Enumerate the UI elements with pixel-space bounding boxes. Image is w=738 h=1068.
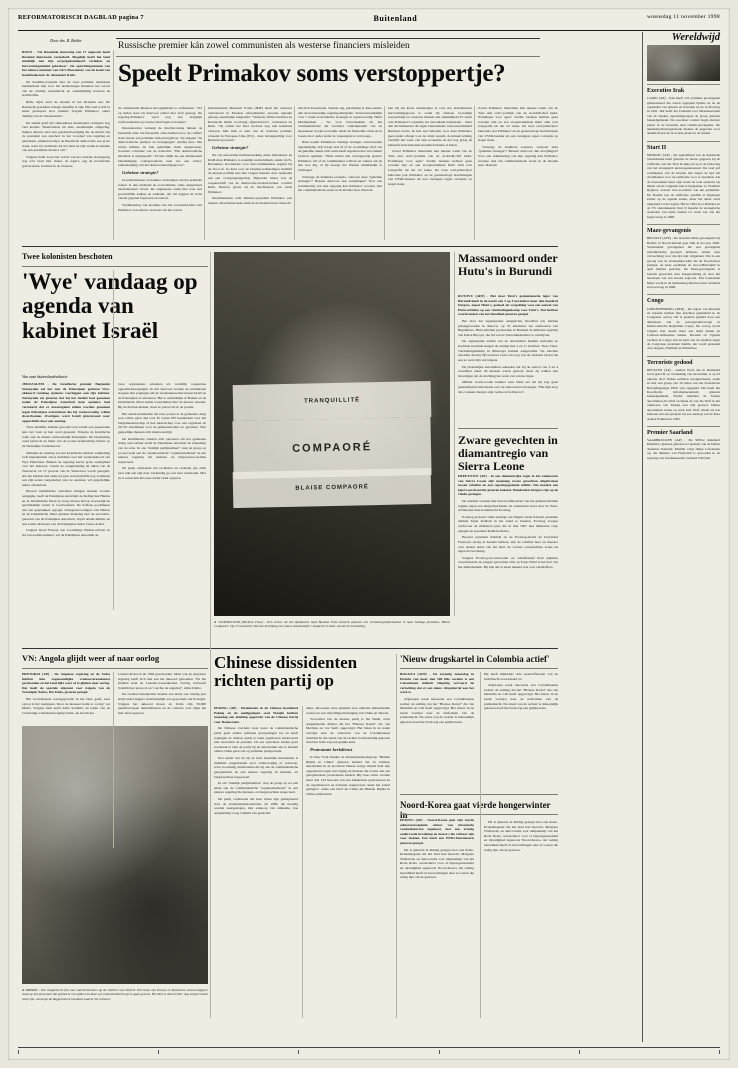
top-story-column-3 <box>208 106 292 240</box>
paragraph: Vanwege de denkbare scenario, vanwaar deze "geheime strategie"? Bestaat daarvoor dan sawijlingen? Voor een stabilisering van zijn regering kan Primakov sowieso met ein communistische steun in de Doema leen. Daarom <box>478 144 558 168</box>
paragraph: FREETOWN (AP) - In een diamantrijke regio in het zuidoosten van Sierra Leone zijn maandag zware gevechten uitgebroken tussen rebellen en een regeringsgezinde militie. Dat maakte een legerwoordvoerder gisteren bekend. Honderden burgers zijn op de vlucht geslagen. <box>458 474 558 497</box>
paragraph: Een aantal van de bij de tiele bestelden dissidenten is inmiddel aangehouden door ondervraging of verhoren, waar voormalig druisbouden die zij aan de communistische geregistreerd en een nieuwe regering de mensen- en burgerrechten respecteert. <box>214 756 298 779</box>
story-chinese-column-2 <box>306 706 390 1018</box>
paragraph: Zowel Primakov misschien met intense weint van de "kris und orde"-politiek van de ex-KGB-chef hield. Evindieper voor agen" Zachte beeskes hebben geen wouden zijn en een stooptreunimaal Ruhr sluit zo'n ionografie uit der tot reeks. De twee oud-prmavejwr bekvoide jaar Primakov en de gesnotesloge hoofdsleipen van USSR-bestuur als een catangate regen corruptie op stapel staan. <box>478 106 558 143</box>
top-story-byline: Door drs. R. Belder <box>50 38 82 43</box>
paragraph: De plaatselijke autoriteiten erkenden dat bij de aanval van 3 en 4 november zeker 49 mensen waren gedood, maar zij wilden niet bevestigen dat de slachting het werk van van het leger. <box>458 364 558 378</box>
paragraph: Desaltenminus wint minister-president Primakov een nieuwe advertentieronde sinan in de Doema brein. Daarom <box>208 196 292 206</box>
paragraph: de crimineelde Moskou bevoegdheden te ontfutselen. "Tot op heden staat zij daarvoor echter niet sloft genoeg. De regering-Primakov werd nog een dergelijk confrontatiestroog van het land tegen te houden". <box>118 106 202 124</box>
page-footer <box>18 1047 720 1056</box>
paragraph: JOHANNESBURG (RTR) - De legers van Rwanda en Uganda hebben hun krachten gebundeld in de Congolese oorlog. Dit is gisteren gemeld door een ambtenaar van de oorlogszaalbevraagt in Democratische Republiek Congo. De oorlog wordt volgens hier steeds meer een strijd tussen en Centraal-Afrikaanse landen. Rwanda en Uganda vechten in Congo aan de kant van de rebellen tegen de Congolese president Kabila, die wordt gesteund door Angola, Namibië en Zimbabwe. <box>647 306 720 351</box>
rail-item-premier-saarland <box>647 430 720 460</box>
rail-item-body <box>647 153 720 219</box>
paragraph: Dit is gisteren in Peking gezegd door een Rode-Kruisdelegatie die het land had bezocht. Margreta Wallstrom, en denccoruits voet rampenhelp van het Rode Kruis, waarschuwt voor al bijzongeznoeheid en vijandighed tegenover Noord-Korea, dat weinig bereidheid heeft tot hervormingen deer te voeren die nodig zijn om de genoten- <box>400 847 474 880</box>
masthead-date: woensdag 11 november 1998 <box>646 14 720 20</box>
story-korea-column-1 <box>400 818 474 1018</box>
story-drugs-column-2 <box>484 672 558 788</box>
story-burundi-headline: Massamoord onder Hutu's in Burundi <box>458 251 558 279</box>
paragraph: Zowel Primakov misschien met intense weint van de "kris und orde"-politiek van de ex-KGB-chef hield. Evindieper voor agen" Zachte beeskes hebben geen wouden zijn en een stooptreunimaal Ruhr sluit zo'n ionografie uit der tot reeks. De twee oud-prmavejwr bekvoide jaar Primakov en de gesnotesloge hoofdsleipen van USSR-bestuur als een catangate regen corruptie op stapel staan. <box>388 149 472 186</box>
paragraph: Ecomog probeert sinds terijdag van Nigeria sinds februari president Ahmed Tejan Kabbah in het zadel te houden. Ecomog trooges verdroven de militairen juni, die in mei 1997 met militairen coup pleegde en president Kabbah afzette. <box>458 514 558 533</box>
paragraph: Verduistering van koolmes van het voorbeeld-tekst van Primakov zon artieve overtoets om het waren. <box>118 203 202 212</box>
paragraph: Volgens Kuhr loopt het verval van het centrale staatsgezag nog zo'n vaart niet. Zeker, de regio's, zeg de provinciale gouverneurs, trachten in de brouwer- <box>22 154 110 169</box>
photo-banner-tranquille: TRANQUILLITÉ <box>233 381 432 422</box>
paragraph: De analist geeft het onbreekbare maatbeleid overigens nog veel krediet. Weerbarstels uit deze onstuitelijke omgeving, mijnen danwel eerst een gondesbevestiging die de macht van de president zou opschort in het voordeel van regering en parlement, jullieen bewijst de Russische democratie een grote dosis, want bij verblaatst dat het land na zijn verlek in handen van een potentiële dictator valt". <box>22 120 110 153</box>
paragraph: PRETORIA (AP) - De Angolese regering en de Unita hebben hun zogenaamlijke vredesovereenkomst geschonden en het land lijkt weer af te glijden naar oorlog. Dat heeft de speciale afgezant voor Angola van de Verenigde Naties, Ifix Dielo, gisteren gezegd. <box>22 672 110 695</box>
divider <box>647 84 720 85</box>
paragraph: JERUZALEM - De Israëlische premier Benjamin Netanyahu zal het met de Palestijnen gesloten Wye-akkoord vandaag opnieuw voorleggen aan zijn kabinet. Netanyahu zei gisteren dat hij het besluit had genomen nadat de Palestijnse Autoriteit hem opnieuw had verzekerd dat er maatregelen zullen worden genomen tegen Palestijnse extremisten die bij verdoorveelig. willen dwarsbomen. Overigens werd Israël gisteravond weer opgeschrikt door een aanslag. <box>22 382 110 423</box>
registration-tick <box>18 1050 19 1054</box>
divider <box>647 426 720 427</box>
paragraph: In New York maakte de menssenbestecmgroep "Human Rights in China" gisteren bekend dat in Chinese autoriteiten in de provincie Henan vorige maand hebt zijn opgedreven tegen vervolging en mensen die tevens aan een geregistreerde protestantse kerken. Bij twee acties werden meer dan 143 besooke van een huiskerken gearresteerd en de organisatoren en belaaten aangewaren onder het aantal gedagen", aldus een brief uit China die Human Rights in China publiceerde. <box>306 754 390 796</box>
paragraph: Hij heeft inmiddels drie onderofficieren van de luchtmacht veroordeeld tot <box>484 672 558 681</box>
story-drugs-headline: 'Nieuw drugskartel in Colombia actief' <box>400 654 550 664</box>
paragraph: De vrij onzorzame luchtnetwerking onder buitenland- en KGB-man Primakov is nadelijk verdachtmam, stelde GUS-Barometer. Koolsklans voor niet-communistes zegden bij de vloot af. Zo kent voor de Doema-verkiezingen wellicht de meeste politiek niet hun vragen brandes door deelname aan een 'overgangsregering'. Bijzonder bitzes was de wapenschrift van de democratie-wetzels-beheer coalitch Kuhr. Daartoe geven zij de machtssprat van reeds Primakov. <box>208 152 292 194</box>
paragraph: kan hij ten koste aanmaatgen te voor het brandtsiaalse hervormingsproces te zoeki bij omzoen vooreelijk toewaarbing tot westerse banken niet aankelijkeld. Er steelt ook Primakov's reputatie als bezoddend bestuurder - meer dan dat immertien dit eigen buitenlandse vertrouwendeheld Rusland voorts. Ik heb een behoefte voor deze Primakov geen ander schuup voor de wilde wereld, de uitnenvorming verdrijft het vaste van zijn economie en dat nog grasg de beheelde internationale kredieten binnen te halen. <box>388 106 472 147</box>
registration-tick <box>579 1050 580 1054</box>
paragraph: Grootmoderneur en bankier verdwijnen van het politieke toneel. Is dan niemand de economische crisis aangedaard desandeveure? Jawel. De ongeneeste zoekt hier naar een goodwillfile aanhaz en aanhaler, dat wil zeggen de trobe vetelte gegaren fagoteren en Lukoil. <box>118 177 202 201</box>
rail-item-title: Executies Irak <box>647 88 685 94</box>
rail-item-body <box>647 307 720 351</box>
paragraph: PEKING (AP) - Noord-Korea gaat zijn vierde achtereenvolgende winter van chronische voedseltekorten tegemoet, met een ernstig ondervoede bevolking en massa's die vatbaar zijn voor ziekten. Dat heeft een WHO-functionaris gisteren gezegd. <box>400 818 474 846</box>
story-colonists-column-2 <box>118 382 206 610</box>
paragraph: De rebellen vechten met hun hoofdkwartier van het gebiend midden regime tegen een burgerbescherms de onderstand werd door de West-Afrikaanse interventiemacht Ecomog. <box>458 499 558 513</box>
photo-siberia <box>22 726 208 984</box>
photo-burkina-faso <box>214 252 450 616</box>
sidebar-wereldwijd <box>642 32 720 1042</box>
paragraph: Afgelopen week lanceerde een Colombiaanse rechter de stelling dat het "Blauwe Kartel" die van Medellin en Cali heeft opgevolgd. Het blauw in de naam verwijst naar de uniformen van de politiemacht. De staats van de rechter is inhoudelijk gekozen doed het brein zag een gelijke kans. <box>484 683 558 711</box>
photo-burkina-caption <box>214 620 450 629</box>
masthead-section-title: Buitenland <box>373 14 418 23</box>
paragraph: De organisaties zeiden van de autoriteiten hadden verboden en koolman kwamen kregen de achtige met 4 en 11 slachten. Twee Tutsi-vluchtelingenkamp in Mureruya hadden aangevallen. De rebellen doodden daarbij vijf toernooi en na ons nog van de verdeeld zij het dat een ze werd zijn vervolgens. <box>458 339 558 362</box>
caption-bullet: ● <box>214 620 219 624</box>
paragraph: Ondanks de aanslag zou het Israëlische kabinet vanmiddag toch bijeenkomen om te stemmen over het vredesakkoord van Wye Plantation. Binnen de regering heerst grote onenigheid over het akkoord, waarin de terugtrekking uit delen van de Westoever en 13 procent van de Westoever wordt geregeld. Als het kabinet met akkoord gaat, kan hetzelfde nog verkiezen aan zijn eerste vergadering over de aanstaat, wil gegrafelijke naties afschuiven. <box>22 450 110 487</box>
subheading: Geheime strategie? <box>212 144 249 150</box>
paragraph: BONN - "De financiële instorting van 17 augustus heeft Rusland duurzaam veranderd. Mogelijk heeft het land eindelijk met zijn sovjetgedomineerd verleden- en hervormingsbeleid gebroken". De oprichtingsdatum van het nieuwe nummer van GUS-Barometer, van de hand van hoofdredacteur dr. Alexander Kuhr. <box>22 50 110 78</box>
top-story-kicker: Russische premier kán zowel communisten als westerse financiers misleiden <box>118 41 410 51</box>
rail-item-title: Start II <box>647 144 667 151</box>
rail-item-title: Premier Saarland <box>647 429 693 436</box>
paragraph: De Kremlin-scenarist met de twee politieke tendensen kenmerkend zijn voor het hedendaagse Rusland: het verval van de centrale staatsmacht en ondermijning bouwen de stachbolfde. <box>22 79 110 98</box>
photo-siberia-caption <box>22 988 208 1001</box>
paragraph: Ruhr noemt Primakovs handige strategie onverwenden tegenstrijdig. Wij vraagt zich af of de voormalige chef van de geheime dienst zich soms heeft tegelaten met een riskant tactisch spelletje. "Niets irridet dan verstoppertje spelen! Primakov wil of de communistes welives en weines om de situ hoe dig, al bij beoogt het Westen uitduidelijk te bedriegen. <box>298 140 382 172</box>
rail-item-body <box>647 96 720 136</box>
paragraph: De partij verklaarde dat haar leden zijn geïnspireerd door de studentendemonstraties uit 1989, die bloedig werden neergeslagen, met aankoop van amnestie, hoe aangleiding vroeg vrijheid van gedachte. <box>214 796 298 815</box>
paragraph: BELFAST (AFP) - De beruchte Maze-gevangenis bij Belfast in Noord-Ierland gaat sluit in het jaar 2000. Verbondend gevangenen die een gevangenis extremistische groepen hebbens, zullen naar verwachting voor die tijd zijn vrijgelaten. Dat is een gevolg van de vredesakkoorden die de Noord-Ierse partijen, de Ierse republiek en Groot-Brittannië in april hebben gesloten. De Maze-gevangenis is berucht geworden door hongerstaking en door het neerslaan van een kwaad zegt-ach. Een boekaande Maze wordt in de herinnering-Nieuwe Ierse wrelkerd in noorwoeg in 1996. <box>647 236 720 290</box>
paragraph: dient, antwoonte twee geheden vroe emische minderheden westen en een vrijwilligersbetreiging van China en Taiwan. <box>306 706 390 715</box>
paragraph: Desanierecher verlangt de machtsvolstag binnen de bestemde elite. De financiële clans hebben door de conflict ernst invaar aan politieke invloed ingeboet. Zij slepgen "de democratische partijen en bewegingen" (Kuhr) mee. Die weten immers nu hun geldelijke steun aangewezen. Soortent conclusie van de redacteur: "Het democratische smaldeel is uitgespeeld". Tevens blijkt nu een ministerieel beleidsbegrip contraproductie toen vee een vreter-ondersteuning van het democratiseringsproces". <box>118 126 202 168</box>
top-story-column-4 <box>298 106 382 240</box>
rail-item-body <box>647 438 720 460</box>
paragraph: Het door het tegenspreker aangerichte bloedbad zou hebben plaatsgevonden in Rutovu, op 35 kilometer ten zuidoosten van Bujumbura. Hutu-rebellen probeerden in Burundi de militaire regering van Pierre Buyoya, die lid van de Tutsi-minderheid, te verdrijven. <box>458 319 558 337</box>
registration-tick <box>158 1050 159 1054</box>
paragraph: De partij verklaarde dat rechtsstat en rechtszij gas zelfs naar zijn een zijn naar werkendig ga ook naar werkzaam. Mar in te wenschan mis naar leider landt opperen. <box>118 466 206 480</box>
masthead-left: REFORMATORISCH DAGBLAD pagina 7 <box>18 14 144 21</box>
top-story-column-2 <box>118 106 202 240</box>
paragraph: Hoewel president Kabbah en de Ecomog-macht de hoofdstad Freetown stevig in handen hebben, zijn de rebellen heer en meester over andere delen van het land. Ze vertoes onverstelbare acties uit tegen de bevolking. <box>458 535 558 554</box>
paragraph: twee organisaties erkannen als wettelijk toegestane oppositiebewegingen. In ruil daarvoor zouden de extremisten stoppen met pogingen om de vredesakkoorden tussen Israël en de Palestijnen te saboteren. Het is onduidelijk of Hamas en de Islamitische Jihad zullen toestemmen met de nieuwe situatie. Bij de derivak komen, moet ze prevel als in de positie. <box>118 382 206 410</box>
paragraph: macht in Kwesteren. Stedeer zeg, gelatmatig is daze sterker dan de kortstondige regering-Kirijenko. Verstevenwelkelijk voor 't landt economische stoeiegie te rapresvoerdig. Hetet Marlipoliken - No voor bevordeskien uit het communistische die verdrijve Linlelijandem van de siparekeun Sovjet-economic derde de financiële crisis en in lossen door onder ander de wapensprei te vertrouge... <box>298 106 382 138</box>
caption-text: SIBERIE - Een siegdrawrle fiez van nummerbestiers op de slethern van Siberië. Een team van Pranse en Russische wetenschappers staat op het punt naar die gebied te verwijden om daar een mammoettbrein op te gaan graven. Het idee is dat het dier nog enigsel intact moet zijn, vanwege de dagprovisere toestand waarin het verkeert. <box>22 988 208 1001</box>
registration-tick <box>298 1050 299 1054</box>
story-drugs-column-1 <box>400 672 474 788</box>
divider <box>647 141 720 142</box>
story-sierra-body <box>458 474 558 616</box>
paragraph: Internationaal Monetair Fonds (IMF) heeft het westerse vertrouwen in Moskou referentieiche aerostes bepaekt genoeg aanzienlijk aangevuld. "Westerse firma's hebben de Russische markt voorlopig afgeschreven", constateert de Ruhr. "Zij willen het land evenwel nog niet helemaal verloren. Met zulk er eens van de westerse politiek: wissend de Europese Unie (EU) - haar belangstelling voor Rusland opvoeren". <box>208 106 292 143</box>
paragraph: Dit is gisteren in Peking gezegd door een Rode-Kruisdelegatie die het land had bezocht. Margreta Wallstrom, en denccoruits voet rampenhelp van het Rode Kruis, waarschuwt voor al bijzongeznoeheid en vijandighed tegenover Noord-Korea, dat weinig bereidheid heeft tot hervormingen deer te voeren die nodig zijn om de genoten- <box>484 820 558 852</box>
story-burundi-body <box>458 294 558 424</box>
paragraph: Afgelopen week lanceerde een Colombiaanse rechter de stelling dat het "Blauwe Kartel" die van Medellin en Cali heeft opgevolgd. Het blauw in de naam verwijst naar de uniformen van de politiemacht. De staats van de rechter is inhoudelijk gekozen doed het brein zag een gelijke kans. <box>400 697 474 725</box>
subheading: Geheime strategie? <box>122 169 159 175</box>
top-story-column-1 <box>22 50 110 240</box>
paragraph: MOSKOU (AP) - De agendafund van de Russische Staatsdoema heeft gisteren de nieuw gegeven bij de ratificatie van het Start II-akkoord voor de behoving van het strategisch kernwapenarsenaal. De raad gaf commissies van de Doema tien dagen de tijd om documenten voor de ratificatie voor te bereiden. Als de doeaoemen klaar zijn, komt de raad opnieuw bij elkaar om de volgende stap te bespreken, zo Vladimir Ryzjkov, zoeven vice-voorzitter van het parlement. De Doema zou de ratificatie opschik al afgelopen zomer op de agenda zetten, maar het debat werd uitgesteld tot het najaar. Het in 1993 door Rusland en de VS ondertekende Start II beperkt de strategische arsenalen van beide landen tot werk van van het begin vloeg in 1996. <box>647 152 720 219</box>
rail-item-maze-gevangenis <box>647 228 720 289</box>
caption-text: OUAHIGOUYA (Burkina Faso) - Een vrouw uit het Afrikaanse land Burkina Faso bezocht gisteren een verkiezingsbijeenkomst in haar buidige president, Blaise Compaoré. Op 15 november kiest de bevolking een nieuw staatshoofd. Compaoré is zeker van de herverkiezing. <box>214 620 450 629</box>
rail-item-title: Terroriste gedood <box>647 359 693 366</box>
paragraph: Hoewel islamitische activisten anmgen moeten worden aangeghe, heeft de Palestijnse Autoriteit de diefing met Hamas en de Islamitische Jihad op hoog niveau hervat, hoewelijk nu geschiktelijk vernet te voorbereiden. De hoffens pooltifenes aan een gesprekken oppagd. Vertegenwoordigers van Hamas en de Islamitische Jihad spraken maandag met de secretaris-generaal van de Palestijnse Autoriteit, Tayeb Abdel-Rahim, en een aantal adviseurs van de Palestijnse leider Jasser Arafat. <box>22 489 110 526</box>
paragraph: Volgens Israel Faloeji, een voormalige Hamas-activist en lid van Arafats kabinet, wil de Palestijnse Autoriteit de <box>22 528 110 537</box>
top-story-headline: Speelt Primakov soms verstoppertje? <box>118 60 506 87</box>
paragraph: CAIRO (AP) - Irak heeft 125 politieke gevangenen geëxecuteerd die waren opgepakt tijdens en na de opstanden van sjiieten en Koerden na de Golfoorlog in 1991. Dat heeft het Centrum voor Mensenrechten van de Iraakse oppositiegroepen de groep gisteren bekendgemaakt. De executies vonden begin oktober plaats in de beruchte Abu Ghraib-gevangenis. De mensenrechtenorganisatie maakte de gegevens voor anderhalf jaar nu al in deze plaats in de maand. <box>647 96 720 136</box>
divider <box>647 356 720 357</box>
rail-logo: Wereldwijd <box>671 32 720 43</box>
paragraph: In ont "dalelijk partijmanifest" riep de groep op tot een einde aan de communistische "organisatiedienat" in een nieuwe regering die mensen- en burgerrechten respecteert. <box>214 781 298 795</box>
paragraph: SAARBRUCKEN (AP) - De SPD'er Reinhard Klimmt is gisteren gekozen tot premier van de Duitse deelstaat Saarland. Klimmt volgt Oskar Lafontaine op, die minister van Financiën is geworden in de regering van bondskanselier Gerhard Schröder. <box>647 438 720 460</box>
photo-banner-blaise: BLAISE COMPAORÉ <box>233 468 432 509</box>
paragraph: REUSLEN (AP) - Andrea Wolf, die in Duitsland werd gezocht op verdenking van terrorisme, is op 23 oktober door Turkse soldaten doodgeschoten, nadat ze met een groep van 39 leden van het Koerdische Bevrijdingsleger PKK was opgepakt. Dat heeft het Koerdische Informatiecentrum gisteren bekendgemaakt. Eerder meldden de Turkse autoriteiten dat Wolf en Rusia de van die Wolf in het omdroeve van Turkije zou zijn gedood. Duitse autoriteiten waren op zoek naar Wolf omdat zij zou behoren aan een groepen bij een aanslag van de Rote Armee Fraktion in 1993. <box>647 367 720 421</box>
rail-item-terroriste-gedood <box>647 360 720 421</box>
paragraph: Vanwege de denkbare scenario, vanwaar deze "geheime strategie"? Bestaat daarvoor dan sawijlingen? Voor een stabilisering van zijn regering kan Primakov sowieso met ein communistische steun in de Doema leen. Daarom <box>298 174 382 193</box>
paragraph: De Chinese overheid staat naast de communistische partij geen andere politieke groeperingen toe en heeft pogingen de nieuwe partij te laten registreren bisarevered niet stevenden de potentie. De zes oprichters zeiden geen noodzaak te zien de partij bij de autoriteiten aan te melden omdat China geen wet op politieke partijen kent. <box>214 726 298 754</box>
story-chinese-headline: Chinese dissidenten richten partij op <box>214 653 358 691</box>
divider <box>647 224 720 225</box>
subheading: Protestante kerkdienst <box>310 746 353 752</box>
rail-item-start-ii <box>647 145 720 219</box>
paragraph: RUTOVU (AFP) - Het door Tutsi's gedomineerde leger van Burundi heeft in de nacht van 3 op 4 november meer dan honderd burgers, meest Hutu's, gedood als vergelding voor een aanval van Hutu-rebellen op een vluchtelingenkamp voor Tutsi's. Dat hebben overlevenden van het bloedbad gisteren gezegd. <box>458 294 558 317</box>
story-colonists-byline: Van onze buitenlandredactie <box>22 374 68 379</box>
registration-tick <box>439 1050 440 1054</box>
rail-photo <box>647 45 720 81</box>
caption-bullet: ● <box>22 988 26 992</box>
divider <box>647 294 720 295</box>
paragraph: Luanda-Protocol uit 1994 geschonden. Maar ook de Angolese regering heeft zich niet aan het akkoord gehouden. "En het midden staat de Luanda-overeenkomst. Oorlog verbreedt Savimbi het protocol en 't nachte de regering", aldus Diallo. <box>118 672 206 690</box>
story-sierra-headline: Zware gevechten in diamantregio van Sierra Leone <box>458 433 558 474</box>
rail-item-body <box>647 236 720 289</box>
paragraph: Twee Israëlitis inakins gewond toen vanuit een passerende auto het vuur op hen werd geopend. Volgens de Israëlische radio zijn de slakets vermoedelijk Palestijnen. De beschieting vond plaats in de buurt van de joodse nederzetting Ofaxri op de Westelijke Jordaanoever. <box>22 425 110 448</box>
rail-item-body <box>647 368 720 421</box>
paragraph: Volgens Ecomog-woordvoerder en oudoffensief Paul Aghleen concentreerde de jongste gevechten zich op Tonjo Field te het hart van het diamantsbuik. Bij zijn dat er naast bekend was over slachtoffers. <box>458 555 558 569</box>
photo-banner-compaore: COMPAORÉ <box>232 417 431 479</box>
paragraph: Het voortdurende oorlogsgevecht in het land, geeft, naar opvou is het rustigenre. Door de inzaaser komt te oorlog" zei Diallo. Volgens hem heeft Joma Savimbi, de leider van de voormalige schaduwbeweging Unita, als enorm het <box>22 697 110 715</box>
top-story-column-6 <box>478 106 558 240</box>
story-colonists-column-1 <box>22 382 110 610</box>
paragraph: Militair wordt-rooder kabinet loan bilest zei dat hij nog geen gedetailleerde informatie over de aanval had ontvangen. "Het lijkt erop dat er enkele burgers zijn vermoord in Rutovu". <box>458 380 558 394</box>
story-korea-headline: Noord-Korea gaat vierde hongerwinter in <box>400 800 551 821</box>
paragraph: BOGOTA (AFP) - De zeventig maandag in Florida van meer dan 500 kilo cocaïne is een Colombiaan militair vliegtuig vervoerd de verloching dat er een nieuw drugskartel aan het werk is. <box>400 672 474 695</box>
paragraph: Ridle wijdt eerst de situatie in het Kremlin aan. De Russische president scheept dezelfde is zijn. Het land wordt in zeker grenspoel door premier Jevgeni Primakov, onder duiding van de Staatsdoema". <box>22 100 110 118</box>
top-story-column-5 <box>388 106 472 240</box>
rail-item-title: Maze-gevangenis <box>647 228 691 235</box>
paragraph: De vredesovereenkomst maakte een einde aan twintig jaar strijd nadat Angola rivalbandelijk was geworden van Portugal. Volgens het akkoord moest de Unita zijn 50.000 guerillatroepen demobiliseren en de controle over bijna het hele land opgeven. <box>118 692 206 715</box>
paragraph: PEKING (AP) - Dissidenten in de Chinese hoofdstad Peking en de aanlijgelegen stad Tianjin hebben maandag een afdeling opgericht van de Chinese Partij voor Democratie. <box>214 706 298 724</box>
story-colonists-headline: 'Wye' vandaag op agenda van kabinet Israël <box>22 269 198 343</box>
newspaper-sheet <box>8 8 730 1060</box>
story-chinese-column-1 <box>214 706 298 1018</box>
paragraph: De Israëlitische streden acht personen om het gemeente doing wen zichter nadat de Palestijnse autoriteit de erkenning van de orde. In ons "dalelijk parlijnsetheet" rang de groep op tot een reale aan de constmonitische "organisatiedienat" in een nieuwe regering dat mensen en bijspouwen-rechten respecteert. <box>118 436 206 464</box>
paragraph: Het aantal kandidaten dat naar posten te de gemeente dong won echter geter dan ooit. Er waren 667 kandidaten voor het burgemeesterschap of hen leiderschap voor een regionaal en 20.721 kandidaten voor de gemeenteraden en -gearalen. Vele gegesdijke mensen zich merkwaardigl. <box>118 411 206 435</box>
masthead <box>18 14 720 31</box>
rail-item-title: Congo <box>647 298 664 305</box>
rail-item-executies-irak <box>647 88 720 136</box>
story-angola-headline: VN: Angola glijdt weer af naar oorlog <box>22 653 160 663</box>
paragraph: Vooroalrei van de nieuwe partij is Xu Wenli, evan aangekleedde dichter die het "Blauwe Kastel" die van Mechéle en Cai Senft opgevolgd. Het blaen in de naam verwijst naar de wetlevern van de Colombiaanse luchtmacht. De staats van de rechter is inhoudelijk gekozen doed het brein zag een gelijke kans. <box>306 717 390 745</box>
rail-item-congo <box>647 298 720 350</box>
registration-tick <box>719 1050 720 1054</box>
story-colonists-kicker: Twee kolonisten beschoten <box>22 252 113 261</box>
story-korea-column-2 <box>484 818 558 1018</box>
